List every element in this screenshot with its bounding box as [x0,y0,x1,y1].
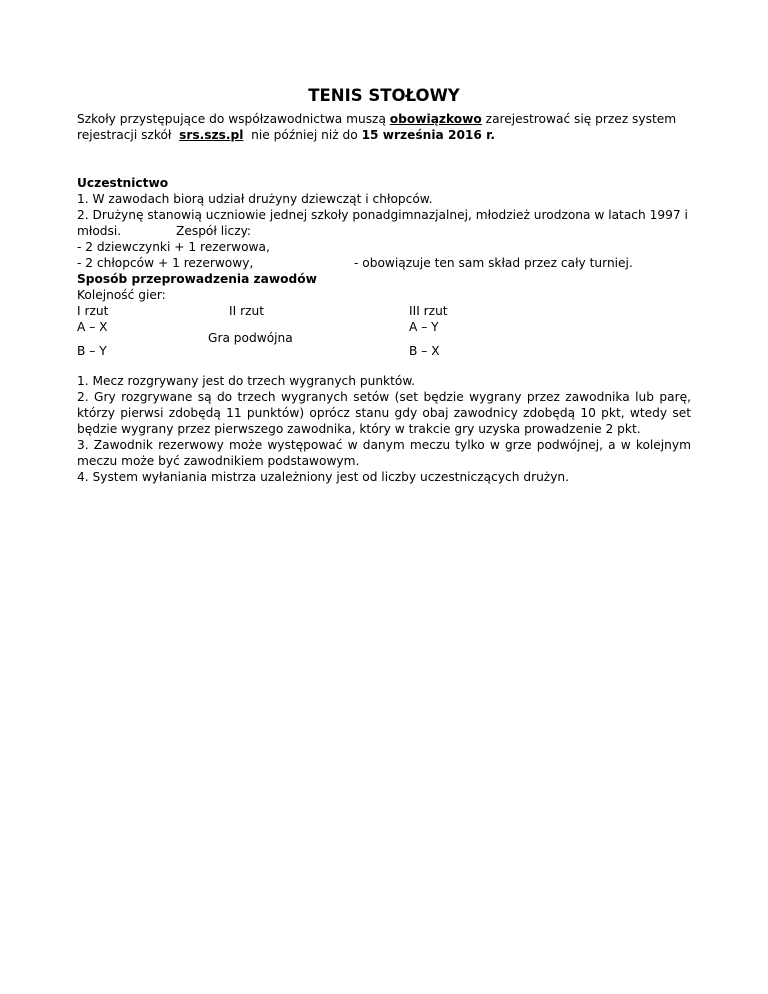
round-3-header: III rzut [409,304,448,318]
rules-list [77,373,691,485]
intro-line-2 [77,127,495,143]
intro-text: nie później niż do [243,128,362,142]
doubles-game: Gra podwójna [208,331,293,345]
procedure-heading-text: Sposób przeprowadzenia zawodów [77,272,317,286]
intro-line-1 [77,111,676,127]
participation-heading: Uczestnictwo [77,176,169,190]
rule-1: 1. Mecz rozgrywany jest do trzech wygranych punktów. [77,374,416,388]
game-order-label: Kolejność gier: [77,288,166,302]
round-3-match-1: A – Y [409,320,439,334]
round-1-match-1: A – X [77,320,108,334]
participation-line-2: 2. Drużynę stanowią uczniowie jednej szkoły ponadgimnazjalnej, młodzież urodzona w latach 1997 i [77,208,688,222]
round-3-match-2: B – X [409,344,440,358]
rule-2: 2. Gry rozgrywane są do trzech wygranych setów (set będzie wygrany przez zawodnika lub parę, którzy pierwsi zdobędą 11 punktów) oprócz stanu gdy obaj zawodnicy zdobędą 10 pkt, wtedy set będzie wygrany przez pierwszego zawodnika, który w trakcie gry uzyska prowadzenie 2 pkt. [77,390,691,436]
round-1-match-2: B – Y [77,344,107,358]
intro-emphasis: obowiązkowo [389,112,482,126]
document-title: TENIS STOŁOWY [308,86,460,105]
participation-line-5: - 2 chłopców + 1 rezerwowy, [77,256,254,270]
participation-line-4: - 2 dziewczynki + 1 rezerwowa, [77,240,270,254]
round-1-header: I rzut [77,304,109,318]
round-2-header: II rzut [229,304,264,318]
intro-text: Szkoły przystępujące do współzawodnictwa muszą [77,112,390,126]
registration-link[interactable]: srs.szs.pl [179,128,244,142]
rule-3: 3. Zawodnik rezerwowy może występować w danym meczu tylko w grze podwójnej, a w kolejnym meczu może być zawodnikiem podstawowym. [77,438,691,468]
procedure-heading [77,271,317,287]
participation-note: - obowiązuje ten sam skład przez cały turniej. [354,256,633,270]
intro-text: zarejestrować się przez system [481,112,677,126]
deadline-date: 15 września 2016 r. [361,128,496,142]
participation-line-3b: Zespół liczy: [176,224,252,238]
intro-text: rejestracji szkół [77,128,180,142]
participation-line-3a: młodsi. [77,224,122,238]
rule-4: 4. System wyłaniania mistrza uzależniony jest od liczby uczestniczących drużyn. [77,470,570,484]
participation-line-1: 1. W zawodach biorą udział drużyny dziewcząt i chłopców. [77,192,433,206]
